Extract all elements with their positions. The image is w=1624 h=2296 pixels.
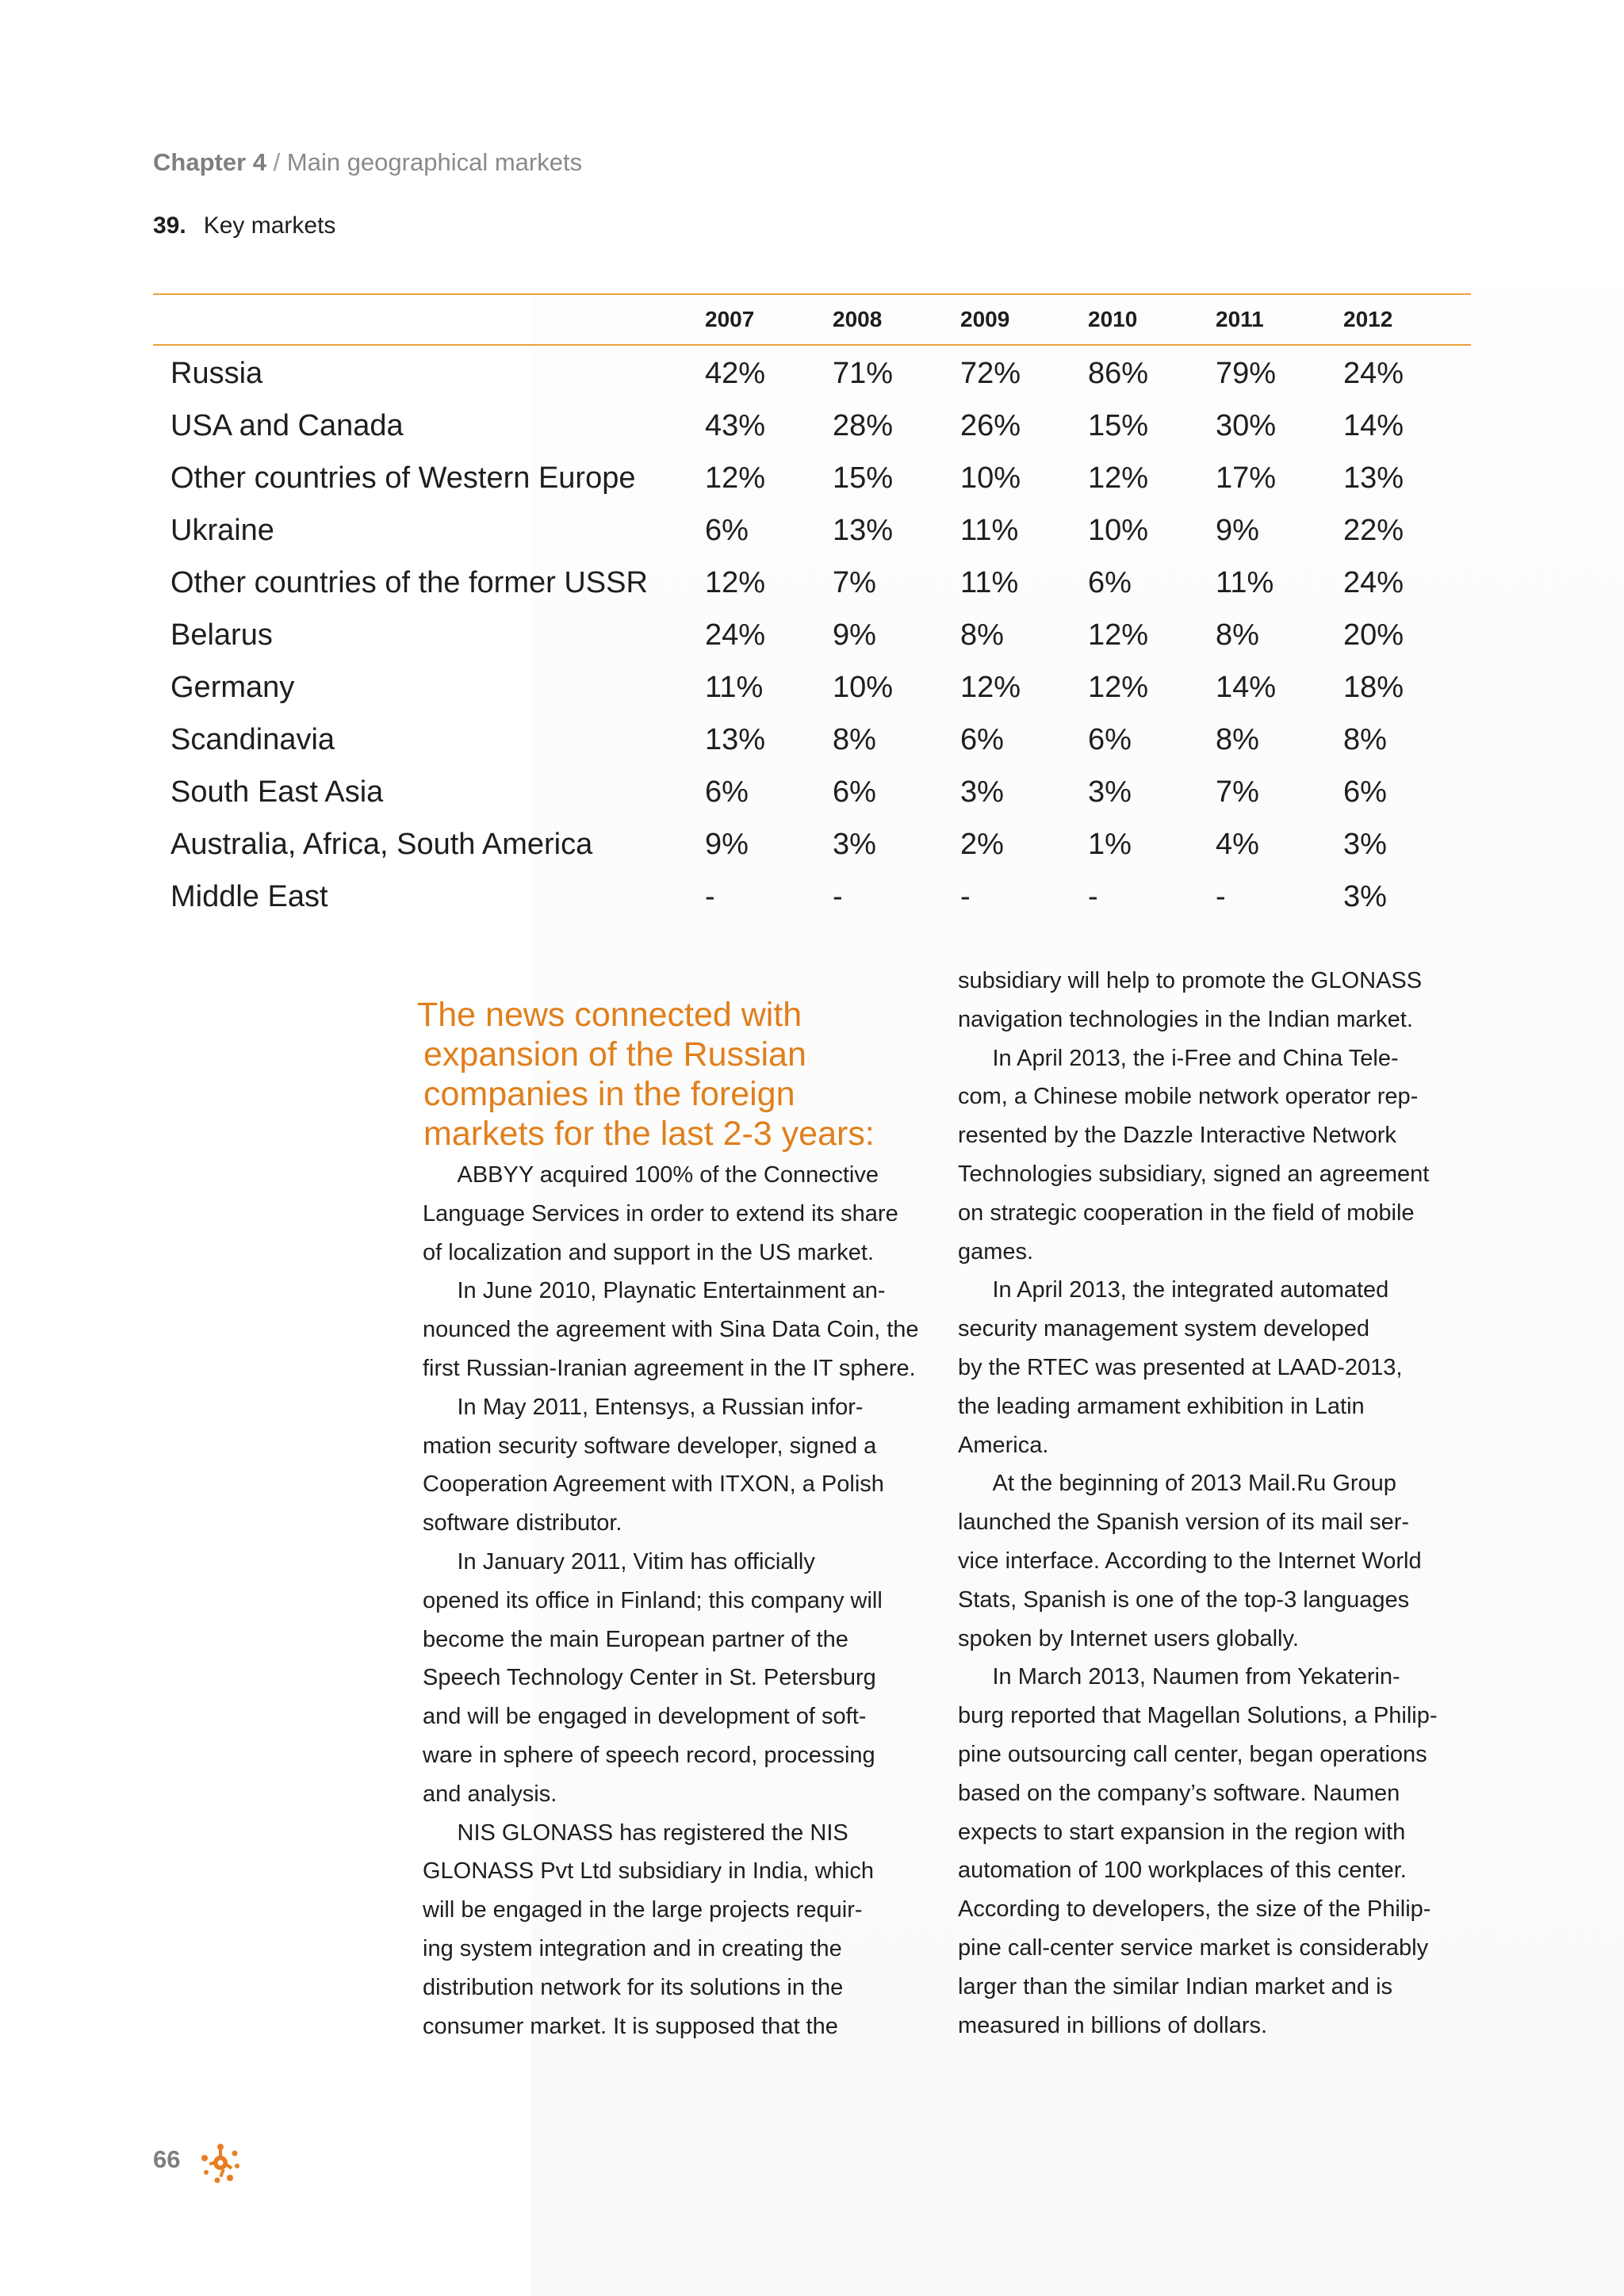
paragraph-line: consumer market. It is supposed that the <box>423 2013 838 2039</box>
paragraph-line: expects to start expansion in the region with <box>958 1819 1406 1845</box>
value-cell: 79% <box>1216 356 1277 390</box>
value-cell: 28% <box>833 408 894 442</box>
country-cell: Other countries of the former USSR <box>170 565 648 599</box>
paragraph-line: and analysis. <box>423 1781 557 1807</box>
value-cell: 12% <box>1088 461 1149 495</box>
value-cell: 12% <box>705 461 766 495</box>
orange-splash-logo-icon <box>198 2141 243 2185</box>
paragraph-line: resented by the Dazzle Interactive Network <box>958 1123 1396 1149</box>
value-cell: 7% <box>1216 775 1259 809</box>
paragraph-line: com, a Chinese mobile network operator rep- <box>958 1084 1419 1110</box>
value-cell: 14% <box>1343 408 1404 442</box>
country-cell: South East Asia <box>170 775 384 809</box>
value-cell: 6% <box>833 775 876 809</box>
value-cell: 6% <box>1343 775 1387 809</box>
value-cell: 2% <box>960 827 1004 861</box>
table-caption-title: Key markets <box>203 212 336 239</box>
table-row <box>153 714 1471 766</box>
value-cell: 3% <box>1088 775 1132 809</box>
country-cell: Australia, Africa, South America <box>170 827 593 861</box>
table-row <box>153 818 1471 871</box>
key-markets-table <box>153 293 1471 923</box>
value-cell: 1% <box>1088 827 1132 861</box>
value-cell: 20% <box>1343 618 1404 652</box>
paragraph-line: spoken by Internet users globally. <box>958 1625 1299 1651</box>
country-cell: Middle East <box>170 879 328 913</box>
paragraph-line: measured in billions of dollars. <box>958 2012 1268 2038</box>
paragraph-line: Stats, Spanish is one of the top-3 languages <box>958 1586 1410 1613</box>
value-cell: 15% <box>1088 408 1149 442</box>
paragraph-line: on strategic cooperation in the field of mobile <box>958 1200 1415 1226</box>
section-title: Main geographical markets <box>286 148 583 176</box>
news-heading-line: The news connected with <box>417 996 802 1034</box>
chapter-label: Chapter <box>153 148 247 176</box>
table-row <box>153 452 1471 504</box>
value-cell: 10% <box>1088 513 1149 547</box>
value-cell: 8% <box>1216 722 1259 756</box>
paragraph-line: In January 2011, Vitim has officially <box>423 1548 815 1575</box>
value-cell: 11% <box>960 565 1019 599</box>
value-cell: 3% <box>960 775 1004 809</box>
table-row <box>153 504 1471 557</box>
table-header-country <box>153 294 705 345</box>
value-cell: 17% <box>1216 461 1277 495</box>
table-header-year: 2010 <box>1088 294 1216 345</box>
paragraph-line: vice interface. According to the Internet World <box>958 1548 1422 1574</box>
value-cell: 24% <box>705 618 766 652</box>
paragraph-line: In May 2011, Entensys, a Russian infor- <box>423 1394 864 1420</box>
news-heading-line: expansion of the Russian <box>423 1035 806 1073</box>
paragraph-line: subsidiary will help to promote the GLONASS <box>958 968 1423 993</box>
country-cell: Other countries of Western Europe <box>170 461 636 495</box>
value-cell: 86% <box>1088 356 1149 390</box>
value-cell: 10% <box>833 670 894 704</box>
paragraph-line: At the beginning of 2013 Mail.Ru Group <box>958 1471 1396 1497</box>
key-markets-table-wrap <box>153 293 1456 923</box>
paragraph-line: pine call-center service market is considerably <box>958 1934 1429 1961</box>
paragraph-line: Speech Technology Center in St. Petersburg <box>423 1665 876 1691</box>
value-cell: 11% <box>705 670 764 704</box>
value-cell: 11% <box>1216 565 1274 599</box>
value-cell: 72% <box>960 356 1021 390</box>
news-heading-line: companies in the foreign <box>423 1075 795 1113</box>
value-cell: 12% <box>1088 618 1149 652</box>
paragraph-line: According to developers, the size of the Philip- <box>958 1896 1431 1923</box>
chapter-header <box>153 148 582 177</box>
value-cell: 12% <box>705 565 766 599</box>
table-header-row <box>153 294 1471 345</box>
table-header-year: 2012 <box>1343 294 1471 345</box>
paragraph-line: Technologies subsidiary, signed an agreement <box>958 1161 1430 1187</box>
value-cell: 15% <box>833 461 894 495</box>
value-cell: 8% <box>1343 722 1387 756</box>
table-header-year: 2007 <box>705 294 833 345</box>
value-cell: 3% <box>1343 879 1387 913</box>
country-cell: Ukraine <box>170 513 274 547</box>
table-caption-number: 39. <box>153 212 186 239</box>
table-header-year: 2008 <box>833 294 960 345</box>
value-cell: 9% <box>705 827 749 861</box>
news-heading-line: markets for the last 2-3 years: <box>423 1115 875 1153</box>
table-row <box>153 345 1471 400</box>
paragraph-line: ware in sphere of speech record, processing <box>423 1742 875 1768</box>
paragraph-line: ABBYY acquired 100% of the Connective <box>423 1162 879 1188</box>
paragraph-line: America. <box>958 1432 1049 1458</box>
paragraph-line: larger than the similar Indian market and is <box>958 1973 1393 1999</box>
table-row <box>153 661 1471 714</box>
value-cell: 71% <box>833 356 894 390</box>
value-cell: 6% <box>1088 722 1132 756</box>
value-cell: 13% <box>833 513 894 547</box>
value-cell: 10% <box>960 461 1021 495</box>
paragraph-line: Cooperation Agreement with ITXON, a Polish <box>423 1471 884 1498</box>
table-body <box>153 345 1471 923</box>
value-cell: 12% <box>960 670 1021 704</box>
page-number: 66 <box>153 2145 181 2173</box>
paragraph-line: Language Services in order to extend its share <box>423 1200 898 1226</box>
value-cell: 6% <box>705 775 749 809</box>
table-header-year: 2011 <box>1216 294 1343 345</box>
country-cell: Germany <box>170 670 295 704</box>
paragraph-line: based on the company’s software. Naumen <box>958 1780 1400 1806</box>
value-cell: 30% <box>1216 408 1277 442</box>
paragraph-line: distribution network for its solutions in the <box>423 1974 844 2000</box>
value-cell: 18% <box>1343 670 1404 704</box>
news-left-column <box>423 1156 930 2045</box>
paragraph-line: games. <box>958 1238 1034 1265</box>
paragraph-line: In June 2010, Playnatic Entertainment an- <box>423 1278 886 1304</box>
table-caption <box>153 212 335 239</box>
value-cell: 6% <box>1088 565 1132 599</box>
value-cell: - <box>960 879 971 913</box>
paragraph-line: nounced the agreement with Sina Data Coin, the <box>423 1317 919 1343</box>
paragraph-line: first Russian-Iranian agreement in the IT sphere. <box>423 1355 916 1381</box>
value-cell: 8% <box>833 722 876 756</box>
value-cell: 6% <box>960 722 1004 756</box>
table-row <box>153 609 1471 661</box>
paragraph-line: NIS GLONASS has registered the NIS <box>423 1820 848 1846</box>
value-cell: 7% <box>833 565 876 599</box>
value-cell: 9% <box>1216 513 1259 547</box>
value-cell: - <box>1216 879 1226 913</box>
table-row <box>153 400 1471 452</box>
value-cell: 26% <box>960 408 1021 442</box>
value-cell: 24% <box>1343 565 1404 599</box>
paragraph-line: software distributor. <box>423 1510 622 1536</box>
value-cell: 9% <box>833 618 876 652</box>
paragraph-line: will be engaged in the large projects requir- <box>423 1897 863 1923</box>
paragraph-line: mation security software developer, signed a <box>423 1433 877 1459</box>
paragraph-line: and will be engaged in development of soft- <box>423 1704 867 1730</box>
paragraph-line: In April 2013, the integrated automated <box>958 1277 1389 1303</box>
paragraph-line: by the RTEC was presented at LAAD-2013, <box>958 1354 1403 1380</box>
country-cell: Scandinavia <box>170 722 335 756</box>
value-cell: 8% <box>1216 618 1259 652</box>
header-separator: / <box>273 148 281 176</box>
value-cell: 8% <box>960 618 1004 652</box>
paragraph-line: GLONASS Pvt Ltd subsidiary in India, which <box>423 1858 874 1885</box>
value-cell: 14% <box>1216 670 1277 704</box>
value-cell: 22% <box>1343 513 1404 547</box>
value-cell: 13% <box>705 722 766 756</box>
value-cell: - <box>1088 879 1098 913</box>
table-header-year: 2009 <box>960 294 1088 345</box>
value-cell: - <box>705 879 715 913</box>
paragraph-line: burg reported that Magellan Solutions, a Philip- <box>958 1703 1438 1729</box>
value-cell: 42% <box>705 356 766 390</box>
paragraph-line: opened its office in Finland; this company will <box>423 1587 883 1613</box>
table-row <box>153 871 1471 923</box>
table-row <box>153 766 1471 818</box>
value-cell: 4% <box>1216 827 1259 861</box>
country-cell: Russia <box>170 356 263 390</box>
value-cell: - <box>833 879 843 913</box>
paragraph-line: become the main European partner of the <box>423 1626 848 1652</box>
value-cell: 24% <box>1343 356 1404 390</box>
table-row <box>153 557 1471 609</box>
news-heading <box>417 995 925 1154</box>
paragraph-line: In March 2013, Naumen from Yekaterin- <box>958 1664 1400 1690</box>
value-cell: 3% <box>1343 827 1387 861</box>
paragraph-line: launched the Spanish version of its mail ser- <box>958 1510 1410 1536</box>
paragraph-line: security management system developed <box>958 1316 1370 1342</box>
paragraph-line: of localization and support in the US market. <box>423 1239 875 1265</box>
value-cell: 12% <box>1088 670 1149 704</box>
value-cell: 11% <box>960 513 1019 547</box>
news-right-column <box>958 962 1465 2045</box>
paragraph-line: the leading armament exhibition in Latin <box>958 1393 1365 1419</box>
paragraph-line: navigation technologies in the Indian market. <box>958 1006 1413 1032</box>
value-cell: 43% <box>705 408 766 442</box>
paragraph-line: pine outsourcing call center, began operations <box>958 1741 1427 1767</box>
value-cell: 13% <box>1343 461 1404 495</box>
country-cell: Belarus <box>170 618 273 652</box>
value-cell: 3% <box>833 827 876 861</box>
country-cell: USA and Canada <box>170 408 404 442</box>
value-cell: 6% <box>705 513 749 547</box>
paragraph-line: ing system integration and in creating the <box>423 1935 842 1961</box>
paragraph-line: In April 2013, the i-Free and China Tele- <box>958 1045 1399 1071</box>
chapter-number: 4 <box>252 148 267 176</box>
paragraph-line: automation of 100 workplaces of this center. <box>958 1858 1407 1884</box>
